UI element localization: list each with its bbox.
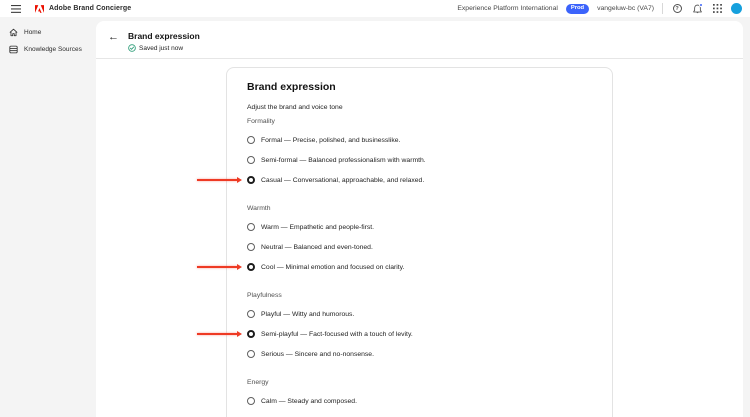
sidebar-item-knowledge-sources[interactable] [0,41,96,58]
app-switcher-grid-icon[interactable] [711,3,723,15]
radio-option-formal[interactable]: Formal — Precise, polished, and businesslike. [247,134,592,146]
bell-icon[interactable] [691,3,703,15]
radio-icon-selected[interactable] [247,176,255,184]
section-label: Playfulness [247,292,282,299]
content-area [96,59,743,417]
main-panel [96,21,743,417]
radio-option-playful[interactable]: Playful — Witty and humorous. [247,308,592,320]
save-status-text: Saved just now [139,44,184,52]
app-brand[interactable] [35,5,131,13]
radio-icon-selected[interactable] [247,330,255,338]
radio-icon[interactable] [247,136,255,144]
annotation-arrow [197,330,242,338]
section-warmth [247,204,592,273]
section-label: Energy [247,379,269,386]
back-button[interactable]: ← [108,31,119,43]
radio-icon[interactable] [247,156,255,164]
sidebar-item-home[interactable] [0,24,96,41]
radio-icon[interactable] [247,310,255,318]
annotation-arrow [197,263,242,271]
radio-option-casual[interactable]: Casual — Conversational, approachable, and relaxed. [247,174,592,186]
org-name[interactable]: Experience Platform International [457,5,558,12]
radio-option-semi-playful[interactable]: Semi-playful — Fact-focused with a touch of levity. [247,328,592,340]
radio-icon[interactable] [247,397,255,405]
page-header [96,21,743,59]
help-icon[interactable]: ? [671,3,683,15]
radio-icon[interactable] [247,243,255,251]
page-title: Brand expression [128,31,200,41]
sandbox-account[interactable]: vangeluw-bc (VA7) [597,5,654,12]
notification-dot [699,3,703,7]
card-subtitle: Adjust the brand and voice tone [247,104,343,111]
radio-option-semi-formal[interactable]: Semi-formal — Balanced professionalism with warmth. [247,154,592,166]
save-status [128,44,200,52]
radio-icon-selected[interactable] [247,263,255,271]
radio-option-warm[interactable]: Warm — Empathetic and people-first. [247,221,592,233]
environment-badge[interactable]: Prod [566,4,589,14]
sidebar-item-label: Knowledge Sources [24,46,82,53]
sidebar-item-label: Home [24,29,42,36]
section-energy [247,378,592,407]
radio-icon[interactable] [247,223,255,231]
sidebar [0,17,96,417]
brand-expression-card [226,67,613,417]
user-avatar[interactable] [731,3,742,14]
home-icon [9,28,18,37]
top-bar [0,0,750,17]
radio-option-serious[interactable]: Serious — Sincere and no-nonsense. [247,348,592,360]
annotation-arrow [197,176,242,184]
radio-option-calm[interactable]: Calm — Steady and composed. [247,395,592,407]
card-title: Brand expression [247,81,336,93]
app-title: Adobe Brand Concierge [49,5,132,12]
check-circle-icon [128,44,136,52]
section-playfulness [247,291,592,360]
radio-option-cool[interactable]: Cool — Minimal emotion and focused on clarity. [247,261,592,273]
section-label: Warmth [247,205,271,212]
radio-option-neutral[interactable]: Neutral — Balanced and even-toned. [247,241,592,253]
topbar-divider [662,3,663,14]
section-formality [247,117,592,186]
adobe-logo [35,5,44,13]
knowledge-sources-icon [9,45,18,54]
section-label: Formality [247,118,275,125]
menu-icon[interactable] [8,3,24,15]
radio-icon[interactable] [247,350,255,358]
